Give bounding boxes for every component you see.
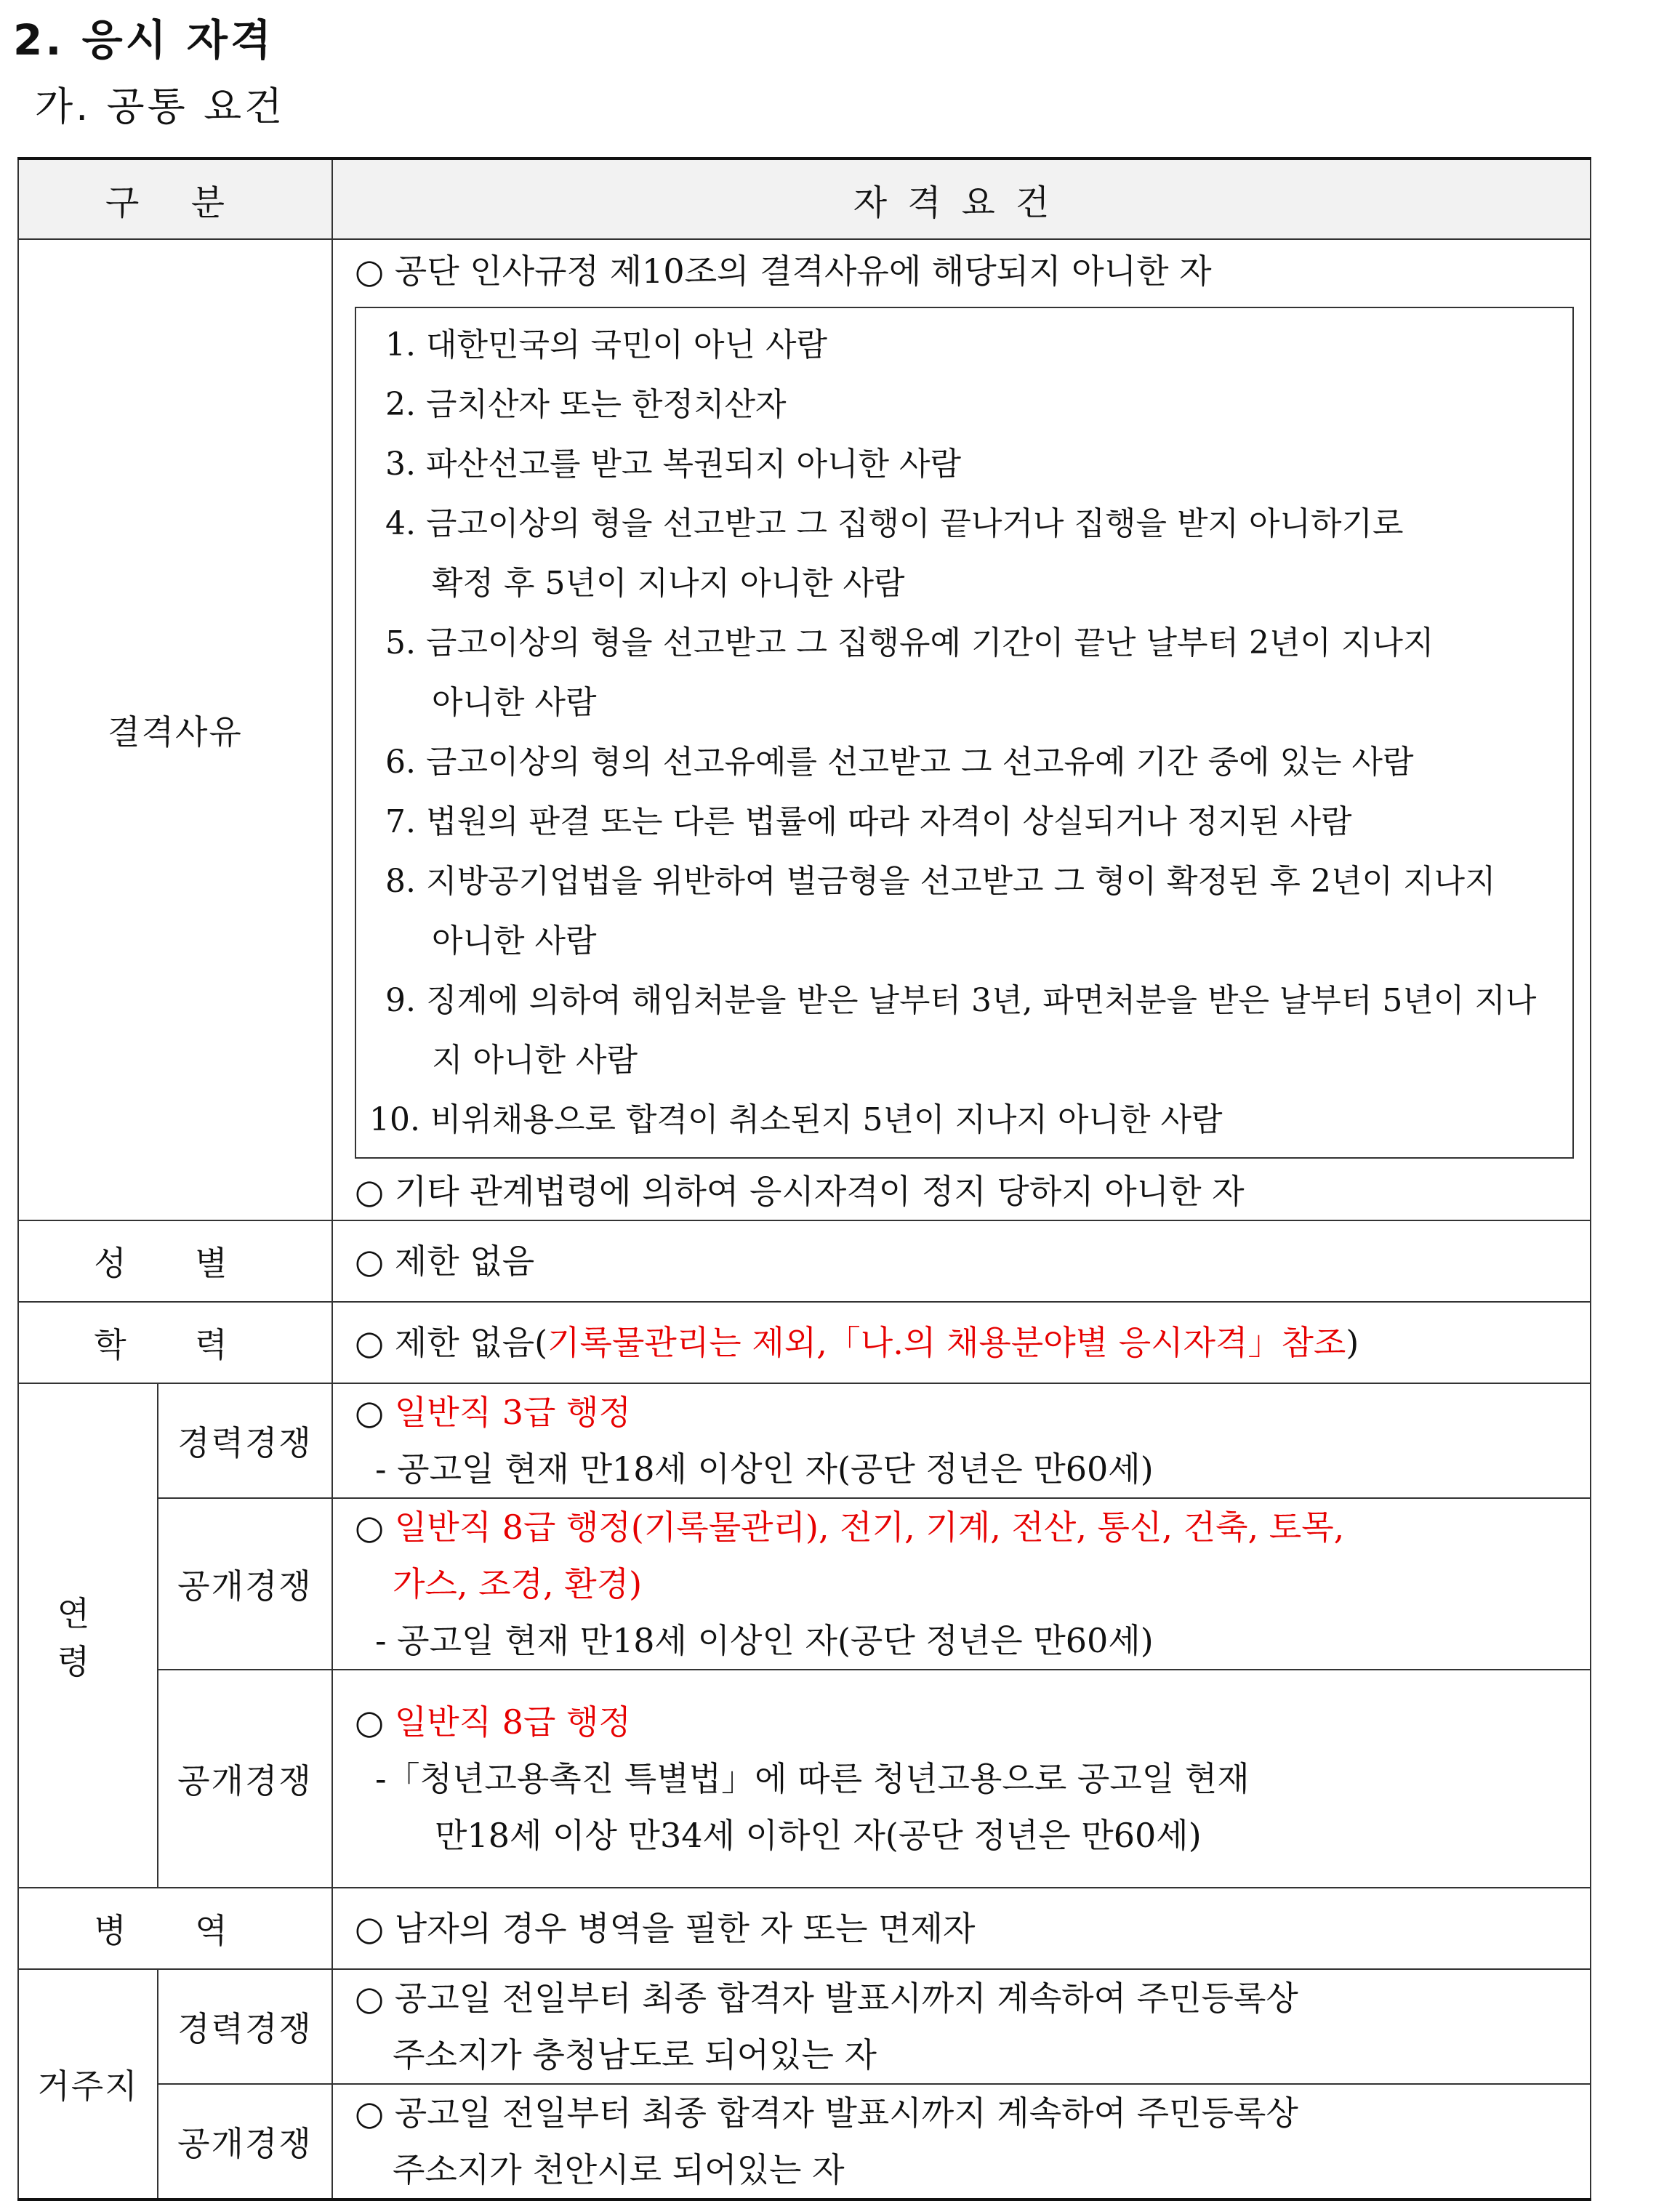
position-title: 일반직 8급 행정 — [394, 1702, 631, 1742]
cell-disqualification — [332, 239, 1591, 1220]
requirement-line-continuation: 만18세 이상 만34세 이하인 자(공단 정년은 만60세) — [435, 1816, 1202, 1855]
cell-age-career — [332, 1383, 1591, 1498]
list-item: 6. 금고이상의 형의 선고유예를 선고받고 그 선고유예 기간 중에 있는 사람 — [385, 744, 1414, 781]
label-gender: 성 별 — [18, 1220, 332, 1302]
residence-line-continuation: 주소지가 충청남도로 되어있는 자 — [393, 2035, 877, 2075]
disqualification-list — [355, 307, 1574, 1159]
education-text-close: ) — [1346, 1323, 1359, 1362]
bullet: ○ — [355, 1393, 395, 1432]
education-text: ○ 제한 없음( — [355, 1323, 548, 1362]
cell-education — [332, 1302, 1591, 1383]
list-item: 1. 대한민국의 국민이 아닌 사람 — [385, 326, 827, 363]
row-residence-career — [18, 1969, 1591, 2084]
list-item: 4. 금고이상의 형을 선고받고 그 집행이 끝나거나 집행을 받지 아니하기로 — [385, 505, 1404, 542]
residence-line: ○ 공고일 전일부터 최종 합격자 발표시까지 계속하여 주민등록상 — [355, 2093, 1298, 2133]
label-disqualification: 결격사유 — [18, 239, 332, 1220]
row-age-career — [18, 1383, 1591, 1498]
list-item: 9. 징계에 의하여 해임처분을 받은 날부터 3년, 파면처분을 받은 날부터 5년이 지나 — [385, 982, 1537, 1019]
header-requirement: 자격요건 — [332, 158, 1591, 239]
list-item-continuation: 아니한 사람 — [432, 922, 597, 959]
sublabel-residence-career: 경력경쟁 — [158, 1969, 332, 2084]
education-note: 기록물관리는 제외,「나.의 채용분야별 응시자격」참조 — [547, 1323, 1346, 1362]
list-item: 2. 금치산자 또는 한정치산자 — [385, 386, 787, 423]
cell-age-open-2 — [332, 1670, 1591, 1888]
sublabel-age-open: 공개경쟁 — [158, 1670, 332, 1888]
position-title-continuation: 가스, 조경, 환경) — [393, 1564, 643, 1604]
list-item: 5. 금고이상의 형을 선고받고 그 집행유예 기간이 끝난 날부터 2년이 지나지 — [385, 624, 1434, 661]
cell-age-open-1 — [332, 1498, 1591, 1670]
row-disqualification — [18, 239, 1591, 1220]
position-title: 일반직 8급 행정(기록물관리), 전기, 기계, 전산, 통신, 건축, 토목, — [394, 1508, 1345, 1547]
subsection-heading: 가. 공통 요건 — [35, 84, 286, 129]
row-residence-open — [18, 2084, 1591, 2200]
list-item: 3. 파산선고를 받고 복권되지 아니한 사람 — [385, 446, 961, 483]
list-item: 8. 지방공기업법을 위반하여 벌금형을 선고받고 그 형이 확정된 후 2년이 지나지 — [385, 863, 1496, 900]
section-heading: 2. 응시 자격 — [13, 15, 274, 65]
disqualification-outro: ○ 기타 관계법령에 의하여 응시자격이 정지 당하지 아니한 자 — [355, 1172, 1245, 1211]
cell-gender: ○ 제한 없음 — [332, 1220, 1591, 1302]
list-item-continuation: 지 아니한 사람 — [432, 1042, 638, 1079]
requirement-line: -「청년고용촉진 특별법」에 따른 청년고용으로 공고일 현재 — [375, 1759, 1250, 1798]
row-age-open-1 — [18, 1498, 1591, 1670]
disqualification-intro: ○ 공단 인사규정 제10조의 결격사유에 해당되지 아니한 자 — [355, 252, 1212, 291]
bullet: ○ — [355, 1508, 395, 1547]
row-age-open-2 — [18, 1670, 1591, 1888]
cell-residence-open — [332, 2084, 1591, 2200]
label-military: 병 역 — [18, 1888, 332, 1969]
label-education: 학 력 — [18, 1302, 332, 1383]
cell-residence-career — [332, 1969, 1591, 2084]
requirements-table — [17, 157, 1591, 2201]
residence-line: ○ 공고일 전일부터 최종 합격자 발표시까지 계속하여 주민등록상 — [355, 1979, 1298, 2018]
row-military — [18, 1888, 1591, 1969]
sublabel-age-open: 공개경쟁 — [158, 1498, 332, 1670]
row-gender — [18, 1220, 1591, 1302]
list-item-continuation: 아니한 사람 — [432, 684, 597, 721]
sublabel-residence-open: 공개경쟁 — [158, 2084, 332, 2200]
cell-military: ○ 남자의 경우 병역을 필한 자 또는 면제자 — [332, 1888, 1591, 1969]
list-item: 10. 비위채용으로 합격이 취소된지 5년이 지나지 아니한 사람 — [369, 1101, 1223, 1138]
table-header-row — [18, 158, 1591, 239]
bullet: ○ — [355, 1702, 395, 1742]
requirement-line: - 공고일 현재 만18세 이상인 자(공단 정년은 만60세) — [375, 1449, 1154, 1489]
position-title: 일반직 3급 행정 — [394, 1393, 631, 1432]
header-category: 구 분 — [18, 158, 332, 239]
residence-line-continuation: 주소지가 천안시로 되어있는 자 — [393, 2150, 845, 2189]
list-item-continuation: 확정 후 5년이 지나지 아니한 사람 — [432, 565, 905, 602]
requirement-line: - 공고일 현재 만18세 이상인 자(공단 정년은 만60세) — [375, 1621, 1154, 1660]
row-education — [18, 1302, 1591, 1383]
label-age: 연 령 — [18, 1383, 158, 1888]
sublabel-age-career: 경력경쟁 — [158, 1383, 332, 1498]
label-residence: 거주지 — [18, 1969, 158, 2200]
list-item: 7. 법원의 판결 또는 다른 법률에 따라 자격이 상실되거나 정지된 사람 — [385, 803, 1352, 840]
